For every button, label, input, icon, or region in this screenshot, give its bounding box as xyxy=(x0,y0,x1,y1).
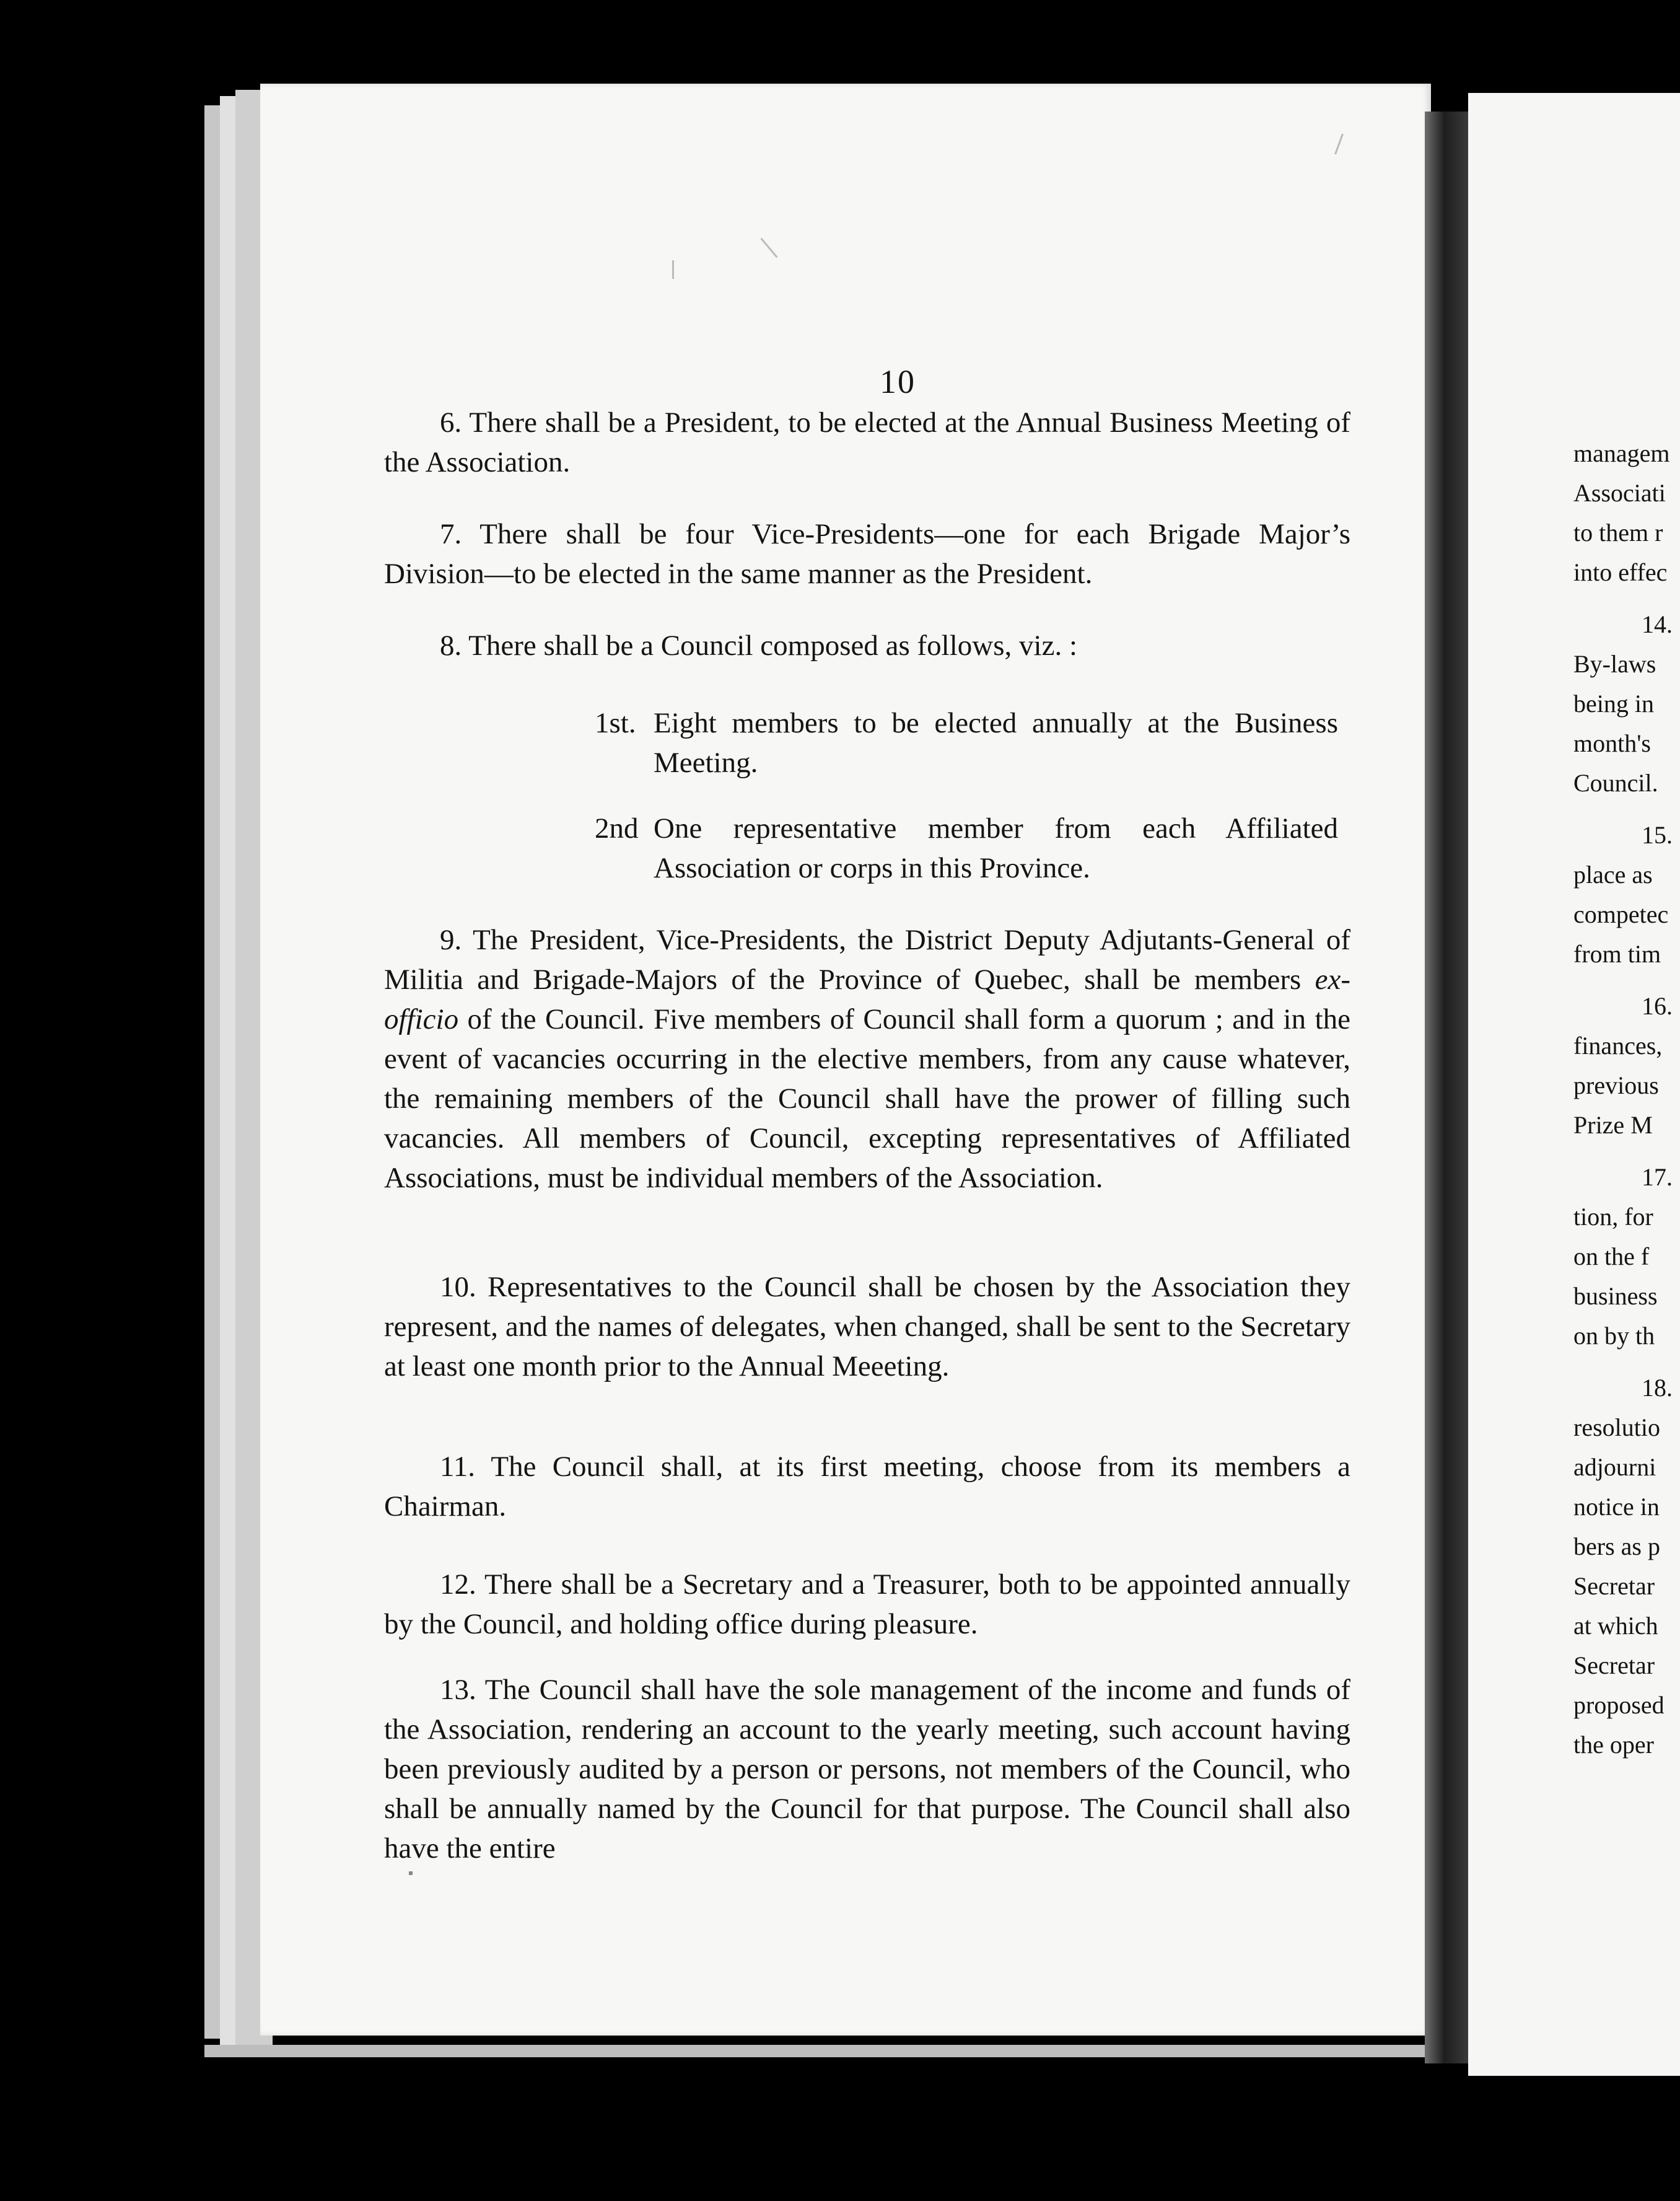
right-line: month's xyxy=(1573,729,1651,757)
scan-speck xyxy=(672,260,674,279)
section-12 xyxy=(384,1565,1350,1644)
right-page-text xyxy=(1573,434,1680,1765)
scan-speck xyxy=(409,1871,413,1875)
paragraph-13: 13. The Council shall have the sole management of the income and funds of the Association, rendering an account to the yearly meeting, such account having been previously audited by a person or persons, not members of the Council, who shall be annually named by the Council for that purpose. The Council shall also have the entire xyxy=(384,1674,1350,1865)
item-text: Eight members to be elected annually at the Business Meeting. xyxy=(654,707,1338,779)
section-8 xyxy=(384,626,1350,666)
council-item-1 xyxy=(595,703,1338,783)
paragraph-11: 11. The Council shall, at its first meeting, choose from its members a Chairman. xyxy=(384,1451,1350,1522)
section-6 xyxy=(384,403,1350,482)
right-line: on the f xyxy=(1573,1242,1650,1270)
right-line: to them r xyxy=(1573,519,1663,547)
paragraph-9-italic: ex-officio xyxy=(384,964,1350,1035)
item-number: 2nd xyxy=(595,812,639,845)
council-item-2 xyxy=(595,809,1338,888)
page-number: 10 xyxy=(880,363,916,400)
right-line: resolutio xyxy=(1573,1413,1660,1441)
right-line: competec xyxy=(1573,900,1669,928)
paragraph-6: 6. There shall be a President, to be elected at the Annual Business Meeting of the Association. xyxy=(384,406,1350,478)
right-line: into effec xyxy=(1573,558,1668,586)
right-line: the oper xyxy=(1573,1731,1654,1759)
right-line: from tim xyxy=(1573,940,1661,968)
right-line: finances, xyxy=(1573,1032,1663,1060)
paragraph-8: 8. There shall be a Council composed as follows, viz. : xyxy=(440,630,1077,662)
page-edge-bottom xyxy=(204,2045,1443,2057)
right-line: Secretar xyxy=(1573,1651,1655,1679)
right-line: Council. xyxy=(1573,769,1658,797)
right-line: being in xyxy=(1573,690,1654,718)
right-line: place as xyxy=(1573,861,1653,889)
section-10 xyxy=(384,1267,1350,1386)
right-line: previous xyxy=(1573,1071,1659,1099)
paragraph-10: 10. Representatives to the Council shall be chosen by the Association they represent, and the names of delegates, when changed, shall be sent to the Secretary at least one month prior to the Annual Meeeting. xyxy=(384,1271,1350,1382)
section-11 xyxy=(384,1447,1350,1526)
right-line: Prize M xyxy=(1573,1111,1653,1139)
right-line: managem xyxy=(1573,439,1670,467)
right-line: business xyxy=(1573,1282,1658,1310)
right-line: 14. xyxy=(1642,610,1673,638)
book-gutter xyxy=(1425,112,1468,2063)
item-text: One representative member from each Affiliated Association or corps in this Province. xyxy=(654,812,1338,884)
right-line: By-laws xyxy=(1573,650,1656,678)
paragraph-9-text-b: of the Council. Five members of Council shall form a quorum ; and in the event of vacancies occurring in the elective members, from any cause whatever, the remaining members of the Council shall have the prower of filling such vacancies. All members of Council, excepting representatives of Affiliated Associations, must be individual members of the Association. xyxy=(384,1003,1350,1194)
right-line: at which xyxy=(1573,1612,1658,1640)
paragraph-12: 12. There shall be a Secretary and a Treasurer, both to be appointed annually by the Council, and holding office during pleasure. xyxy=(384,1568,1350,1640)
section-13 xyxy=(384,1670,1350,1868)
item-number: 1st. xyxy=(595,707,636,739)
right-line: 16. xyxy=(1642,992,1673,1020)
section-9 xyxy=(384,920,1350,1198)
right-line: Associati xyxy=(1573,479,1666,507)
paragraph-9-text-a: 9. The President, Vice-Presidents, the District Deputy Adjutants-General of Militia and Brigade-Majors of the Province of Quebec, shall be members xyxy=(384,924,1350,996)
paragraph-7: 7. There shall be four Vice-Presidents—one for each Brigade Major’s Division—to be elected in the same manner as the President. xyxy=(384,518,1350,590)
right-line: Secretar xyxy=(1573,1572,1655,1600)
right-line: on by th xyxy=(1573,1322,1655,1350)
right-line: notice in xyxy=(1573,1493,1660,1521)
right-line: 15. xyxy=(1642,821,1673,849)
right-line: proposed xyxy=(1573,1691,1665,1719)
right-line: adjourni xyxy=(1573,1453,1656,1481)
section-7 xyxy=(384,514,1350,594)
right-line: 17. xyxy=(1642,1163,1673,1191)
right-line: bers as p xyxy=(1573,1532,1660,1560)
paragraph-9 xyxy=(384,920,1350,1198)
right-line: tion, for xyxy=(1573,1203,1653,1231)
right-line: 18. xyxy=(1642,1374,1673,1402)
